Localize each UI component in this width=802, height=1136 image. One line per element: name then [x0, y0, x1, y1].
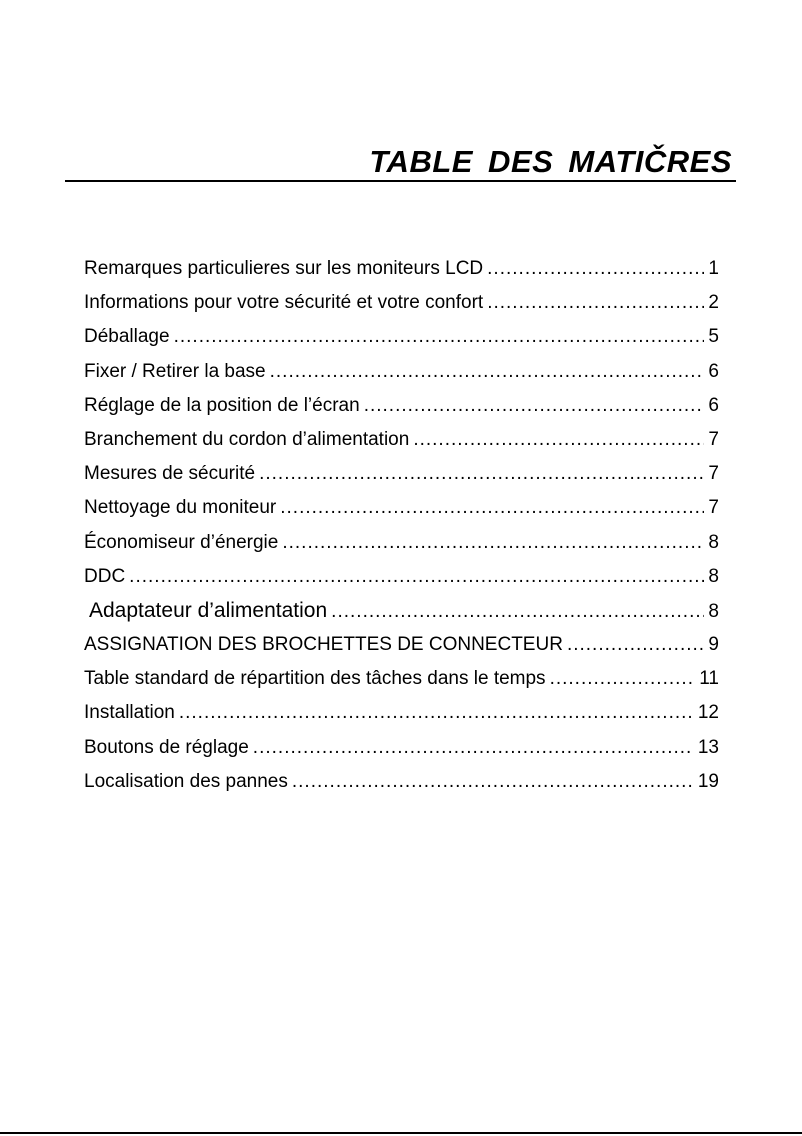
- toc-entry-label: Branchement du cordon d’alimentation: [84, 428, 410, 450]
- toc-entry-page: 5: [708, 326, 719, 348]
- toc-entry[interactable]: [84, 765, 719, 799]
- toc-dot-leader: [280, 491, 704, 525]
- toc-entry-label: Réglage de la position de l’écran: [84, 394, 360, 416]
- page-title: TABLE DES MATIČRES: [369, 144, 732, 179]
- toc-dot-leader: [174, 320, 705, 354]
- toc-entry[interactable]: [84, 389, 719, 423]
- toc-entry-page: 13: [697, 736, 719, 758]
- toc-entry-label: DDC: [84, 565, 126, 587]
- toc-entry[interactable]: [84, 286, 719, 320]
- toc-entry-page: 8: [708, 531, 719, 553]
- toc-entry-label: Informations pour votre sécurité et votre confort: [84, 292, 484, 314]
- toc-entry-page: 6: [708, 394, 719, 416]
- toc-entry-page: 7: [708, 428, 719, 450]
- toc-entry[interactable]: [84, 252, 719, 286]
- toc-entry-label: Localisation des pannes: [84, 770, 288, 792]
- toc-entry[interactable]: [84, 628, 719, 662]
- toc-entry[interactable]: [84, 662, 719, 696]
- toc-entry-page: 1: [708, 258, 719, 279]
- toc-entry[interactable]: [84, 560, 719, 594]
- toc-entry[interactable]: [84, 457, 719, 491]
- toc-entry-page: 12: [697, 702, 719, 724]
- toc-entry-label: Fixer / Retirer la base: [84, 360, 266, 382]
- toc-dot-leader: [179, 696, 694, 730]
- toc-entry[interactable]: [84, 320, 719, 354]
- toc-dot-leader: [487, 286, 704, 320]
- toc-entry-label: Mesures de sécurité: [84, 463, 256, 485]
- toc-entry-label: Nettoyage du moniteur: [84, 497, 277, 519]
- toc-dot-leader: [567, 628, 704, 662]
- toc-entry-label: ASSIGNATION DES BROCHETTES DE CONNECTEUR: [84, 634, 563, 656]
- toc-dot-leader: [282, 526, 704, 560]
- toc-dot-leader: [550, 662, 696, 696]
- toc-dot-leader: [259, 457, 704, 491]
- toc-entry-page: 7: [708, 463, 719, 485]
- toc-dot-leader: [292, 765, 694, 799]
- toc-entry-label: Économiseur d’énergie: [84, 531, 279, 553]
- toc-dot-leader: [364, 389, 705, 423]
- toc-entry-page: 19: [697, 770, 719, 792]
- toc-entry[interactable]: [84, 355, 719, 389]
- toc-entry-page: 11: [699, 668, 719, 690]
- toc-entry-label: Installation: [84, 702, 175, 724]
- toc-entry[interactable]: [84, 594, 719, 628]
- toc-entry-label: Adaptateur d’alimentation: [89, 598, 328, 622]
- toc-entry-label: Boutons de réglage: [84, 736, 249, 758]
- toc-dot-leader: [270, 355, 705, 389]
- toc-dot-leader: [331, 595, 704, 629]
- toc-entry-label: Table standard de répartition des tâches dans le temps: [84, 668, 546, 690]
- toc-entry[interactable]: [84, 491, 719, 525]
- title-divider: [65, 180, 736, 182]
- toc-dot-leader: [413, 423, 704, 457]
- toc-entry[interactable]: [84, 526, 719, 560]
- toc-dot-leader: [129, 560, 704, 594]
- toc-entry-page: 8: [708, 565, 719, 587]
- toc-entry-page: 2: [708, 292, 719, 314]
- toc-entry-page: 7: [708, 497, 719, 519]
- toc-entry-page: 6: [708, 360, 719, 382]
- toc-entry-label: Déballage: [84, 326, 170, 348]
- toc-entry[interactable]: [84, 696, 719, 730]
- table-of-contents: [84, 252, 719, 799]
- toc-entry-page: 8: [708, 600, 719, 622]
- toc-entry[interactable]: [84, 731, 719, 765]
- bottom-border: [0, 1132, 802, 1134]
- toc-entry-label: Remarques particulieres sur les moniteurs LCD: [84, 258, 484, 279]
- toc-dot-leader: [253, 731, 694, 765]
- toc-entry[interactable]: [84, 423, 719, 457]
- toc-dot-leader: [487, 252, 704, 286]
- toc-entry-page: 9: [708, 634, 719, 656]
